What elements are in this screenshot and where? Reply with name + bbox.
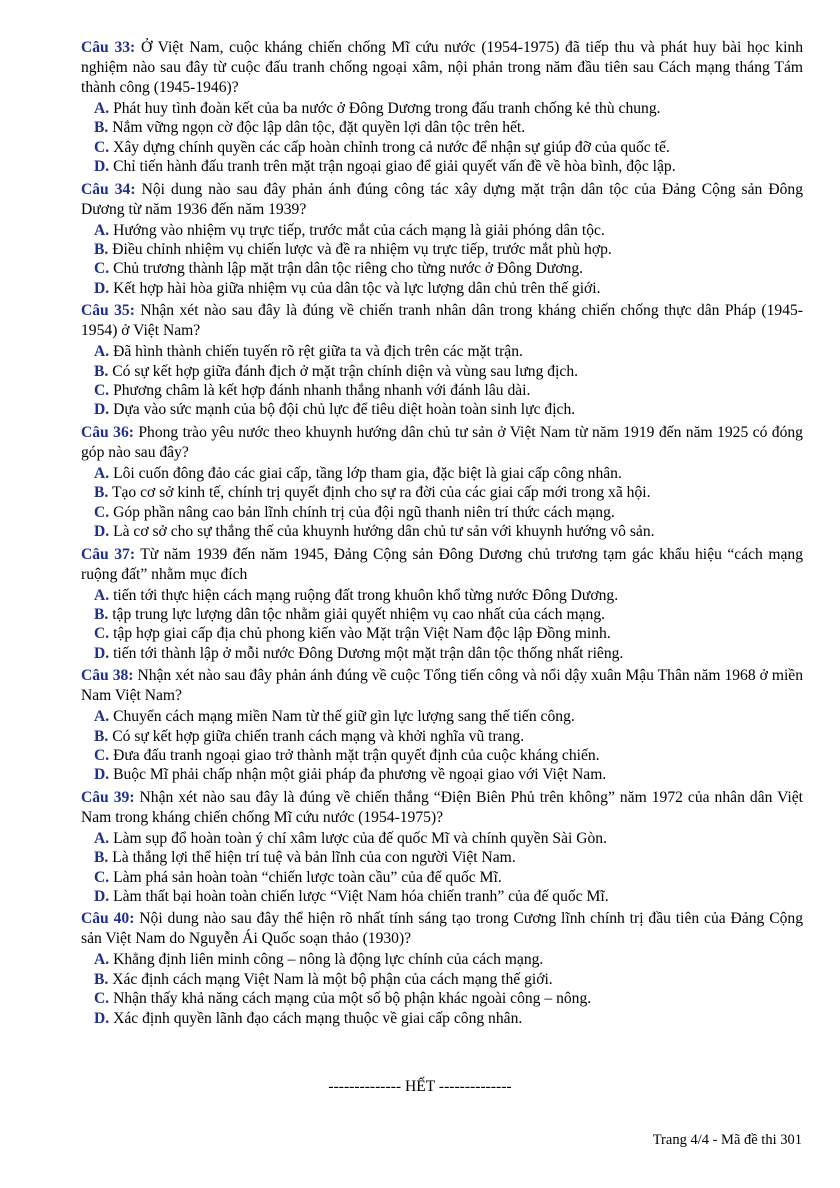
option-letter: C.: [94, 990, 110, 1008]
answer-option: [94, 1009, 803, 1028]
option-letter: C.: [94, 868, 110, 886]
answer-option: [94, 950, 803, 969]
option-letter: D.: [94, 644, 110, 662]
option-text: Tạo cơ sở kinh tế, chính trị quyết định cho sự ra đời của các giai cấp mới trong xã hội.: [111, 484, 651, 502]
option-text: Xác định quyền lãnh đạo cách mạng thuộc về giai cấp công nhân.: [113, 1009, 523, 1027]
question-stem: [81, 180, 803, 220]
option-list: [94, 464, 803, 542]
option-text: Hướng vào nhiệm vụ trực tiếp, trước mắt của cách mạng là giải phóng dân tộc.: [113, 221, 605, 239]
option-letter: B.: [94, 727, 109, 745]
question-number: Câu 37:: [81, 545, 136, 563]
option-text: Góp phần nâng cao bản lĩnh chính trị của đội ngũ thanh niên trí thức cách mạng.: [113, 503, 615, 521]
question-block: [81, 788, 803, 907]
question-stem: [81, 666, 803, 706]
answer-option: [94, 118, 803, 137]
answer-option: [94, 99, 803, 118]
option-letter: B.: [94, 605, 109, 623]
question-block: [81, 301, 803, 420]
option-text: Dựa vào sức mạnh của bộ đội chủ lực để tiêu diệt hoàn toàn sinh lực địch.: [113, 401, 576, 419]
question-text: Nhận xét nào sau đây phản ánh đúng về cuộc Tổng tiến công và nổi dậy xuân Mậu Thân năm 1968 ở miền Nam Việt Nam?: [81, 667, 803, 705]
option-text: Nắm vững ngọn cờ độc lập dân tộc, đặt quyền lợi dân tộc trên hết.: [112, 119, 526, 137]
option-letter: B.: [94, 484, 109, 502]
option-letter: C.: [94, 382, 110, 400]
question-number: Câu 40:: [81, 910, 135, 928]
option-text: Phương châm là kết hợp đánh nhanh thắng nhanh với đánh lâu dài.: [113, 382, 531, 400]
answer-option: [94, 765, 803, 784]
option-letter: D.: [94, 158, 110, 176]
option-letter: D.: [94, 766, 110, 784]
question-text: Phong trào yêu nước theo khuynh hướng dân chủ tư sản ở Việt Nam từ năm 1919 đến năm 1925 có đóng góp nào sau đây?: [81, 423, 803, 461]
question-stem: [81, 38, 803, 98]
option-text: Có sự kết hợp giữa chiến tranh cách mạng và khởi nghĩa vũ trang.: [112, 727, 525, 745]
question-text: Nội dung nào sau đây thể hiện rõ nhất tính sáng tạo trong Cương lĩnh chính trị đầu tiên của Đảng Cộng sản Việt Nam do Nguyễn Ái Quốc soạn thảo (1930)?: [81, 910, 803, 948]
option-text: tiến tới thực hiện cách mạng ruộng đất trong khuôn khổ từng nước Đông Dương.: [113, 586, 619, 604]
option-text: tập hợp giai cấp địa chủ phong kiến vào Mặt trận Việt Nam độc lập Đồng minh.: [113, 625, 611, 643]
option-list: [94, 586, 803, 664]
answer-option: [94, 848, 803, 867]
question-number: Câu 39:: [81, 788, 135, 806]
option-letter: C.: [94, 503, 110, 521]
option-text: Chỉ tiến hành đấu tranh trên mặt trận ngoại giao để giải quyết vấn đề về hòa bình, độc lập.: [113, 158, 676, 176]
question-number: Câu 36:: [81, 423, 134, 441]
option-text: Đưa đấu tranh ngoại giao trở thành mặt trận quyết định của cuộc kháng chiến.: [113, 746, 600, 764]
answer-option: [94, 868, 803, 887]
question-number: Câu 34:: [81, 180, 136, 198]
option-list: [94, 950, 803, 1028]
option-text: Kết hợp hài hòa giữa nhiệm vụ của dân tộc và lực lượng dân chủ trên thế giới.: [113, 279, 601, 297]
option-letter: D.: [94, 887, 110, 905]
question-text: Nội dung nào sau đây phản ánh đúng công tác xây dựng mặt trận dân tộc của Đảng Cộng sản Đông Dương từ năm 1936 đến năm 1939?: [81, 180, 804, 218]
option-letter: D.: [94, 279, 110, 297]
answer-option: [94, 624, 803, 643]
option-text: Làm phá sản hoàn toàn “chiến lược toàn cầu” của đế quốc Mĩ.: [113, 868, 502, 886]
question-number: Câu 35:: [81, 302, 135, 320]
option-letter: A.: [94, 586, 110, 604]
answer-option: [94, 503, 803, 522]
answer-option: [94, 605, 803, 624]
answer-option: [94, 221, 803, 240]
option-text: Buộc Mĩ phải chấp nhận một giải pháp đa phương về ngoại giao với Việt Nam.: [113, 766, 607, 784]
question-text: Từ năm 1939 đến năm 1945, Đảng Cộng sản Đông Dương chủ trương tạm gác khẩu hiệu “cách mạng ruộng đất” nhằm mục đích: [81, 545, 803, 583]
option-list: [94, 707, 803, 785]
option-list: [94, 99, 803, 177]
answer-option: [94, 342, 803, 361]
option-letter: A.: [94, 829, 110, 847]
answer-option: [94, 464, 803, 483]
option-letter: B.: [94, 119, 109, 137]
answer-option: [94, 157, 803, 176]
option-letter: B.: [94, 241, 109, 259]
option-letter: C.: [94, 260, 110, 278]
option-letter: C.: [94, 138, 110, 156]
question-text: Nhận xét nào sau đây là đúng về chiến thắng “Điện Biên Phủ trên không” năm 1972 của nhân dân Việt Nam trong kháng chiến chống Mĩ cứu nước (1954-1975)?: [81, 788, 804, 826]
option-letter: A.: [94, 708, 110, 726]
question-block: [81, 423, 803, 542]
option-text: Là cơ sở cho sự thắng thế của khuynh hướng dân chủ tư sản với khuynh hướng vô sản.: [113, 523, 655, 541]
option-text: Chuyển cách mạng miền Nam từ thế giữ gìn lực lượng sang thế tiến công.: [113, 708, 575, 726]
option-text: Đã hình thành chiến tuyến rõ rệt giữa ta và địch trên các mặt trận.: [113, 343, 523, 361]
answer-option: [94, 259, 803, 278]
option-text: Lôi cuốn đông đảo các giai cấp, tầng lớp tham gia, đặc biệt là giai cấp công nhân.: [113, 464, 622, 482]
option-letter: B.: [94, 362, 109, 380]
answer-option: [94, 746, 803, 765]
answer-option: [94, 887, 803, 906]
option-text: Có sự kết hợp giữa đánh địch ở mặt trận chính diện và vùng sau lưng địch.: [112, 362, 579, 380]
question-text: Ở Việt Nam, cuộc kháng chiến chống Mĩ cứu nước (1954-1975) đã tiếp thu và phát huy bài học kinh nghiệm nào sau đây từ cuộc đấu tranh chống ngoại xâm, nội phản trong năm đầu tiên sau Cách mạng tháng Tám thành công (1945-1946)?: [81, 39, 803, 96]
question-block: [81, 38, 803, 177]
answer-option: [94, 727, 803, 746]
option-text: Khẳng định liên minh công – nông là động lực chính của cách mạng.: [113, 951, 544, 969]
option-text: Điều chỉnh nhiệm vụ chiến lược và đề ra nhiệm vụ trực tiếp, trước mắt phù hợp.: [112, 241, 612, 259]
answer-option: [94, 362, 803, 381]
option-text: Xác định cách mạng Việt Nam là một bộ phận của cách mạng thế giới.: [112, 970, 553, 988]
answer-option: [94, 240, 803, 259]
option-letter: B.: [94, 970, 109, 988]
question-stem: [81, 301, 803, 341]
question-number: Câu 33:: [81, 39, 136, 56]
question-block: [81, 909, 803, 1028]
question-stem: [81, 788, 803, 828]
answer-option: [94, 400, 803, 419]
question-stem: [81, 423, 803, 463]
answer-option: [94, 829, 803, 848]
end-marker: -------------- HẾT --------------: [328, 1078, 512, 1095]
option-text: Xây dựng chính quyền các cấp hoàn chỉnh trong cả nước để nhận sự giúp đỡ của quốc tế.: [113, 138, 670, 156]
answer-option: [94, 381, 803, 400]
option-list: [94, 829, 803, 907]
option-letter: A.: [94, 464, 110, 482]
answer-option: [94, 138, 803, 157]
option-text: Phát huy tình đoàn kết của ba nước ở Đông Dương trong đấu tranh chống kẻ thù chung.: [113, 100, 661, 117]
question-stem: [81, 545, 803, 585]
option-letter: B.: [94, 849, 109, 867]
option-letter: A.: [94, 343, 110, 361]
answer-option: [94, 586, 803, 605]
option-text: Chủ trương thành lập mặt trận dân tộc riêng cho từng nước ở Đông Dương.: [113, 260, 584, 278]
question-text: Nhận xét nào sau đây là đúng về chiến tranh nhân dân trong kháng chiến chống thực dân Pháp (1945-1954) ở Việt Nam?: [81, 302, 803, 340]
question-stem: [81, 909, 803, 949]
option-text: tập trung lực lượng dân tộc nhằm giải quyết nhiệm vụ cao nhất của cách mạng.: [112, 605, 606, 623]
answer-option: [94, 707, 803, 726]
question-number: Câu 38:: [81, 667, 134, 685]
option-text: Làm thất bại hoàn toàn chiến lược “Việt Nam hóa chiến tranh” của đế quốc Mĩ.: [113, 887, 609, 905]
page-footer: Trang 4/4 - Mã đề thi 301: [652, 1132, 802, 1148]
question-block: [81, 545, 803, 664]
option-letter: D.: [94, 523, 110, 541]
option-text: Nhận thấy khả năng cách mạng của một số bộ phận khác ngoài công – nông.: [113, 990, 592, 1008]
question-block: [81, 666, 803, 785]
answer-option: [94, 989, 803, 1008]
option-letter: C.: [94, 625, 110, 643]
option-letter: A.: [94, 100, 110, 117]
answer-option: [94, 522, 803, 541]
option-list: [94, 342, 803, 420]
answer-option: [94, 279, 803, 298]
option-letter: C.: [94, 746, 110, 764]
answer-option: [94, 644, 803, 663]
option-text: tiến tới thành lập ở mỗi nước Đông Dương một mặt trận dân tộc thống nhất riêng.: [113, 644, 624, 662]
option-letter: D.: [94, 401, 110, 419]
answer-option: [94, 483, 803, 502]
option-letter: A.: [94, 221, 110, 239]
option-list: [94, 221, 803, 299]
option-text: Là thắng lợi thể hiện trí tuệ và bản lĩnh của con người Việt Nam.: [112, 849, 516, 867]
option-letter: A.: [94, 951, 110, 969]
option-letter: D.: [94, 1009, 110, 1027]
answer-option: [94, 970, 803, 989]
question-list: [81, 38, 803, 1031]
option-text: Làm sụp đổ hoàn toàn ý chí xâm lược của đế quốc Mĩ và chính quyền Sài Gòn.: [113, 829, 608, 847]
question-block: [81, 180, 803, 299]
